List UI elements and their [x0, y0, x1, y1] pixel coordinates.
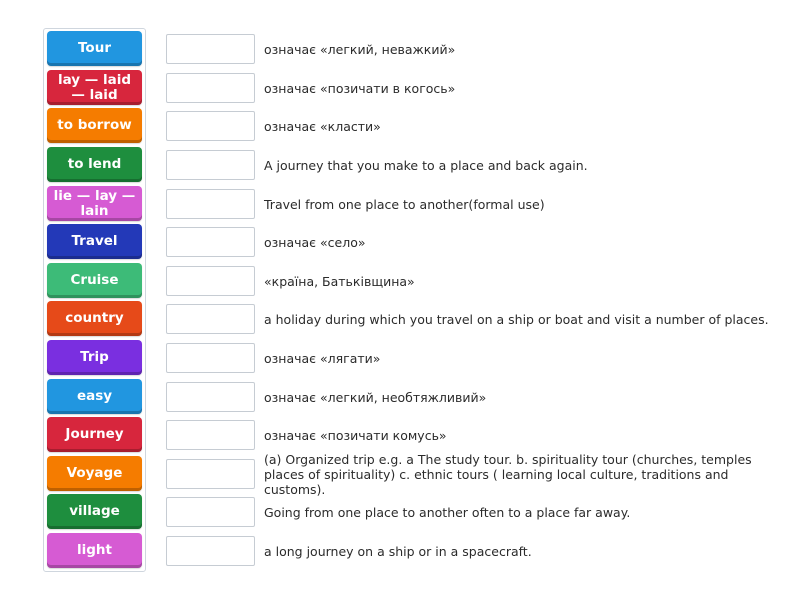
answer-drop-box[interactable] [166, 304, 255, 334]
definition-text: A journey that you make to a place and back again. [264, 157, 588, 173]
tile-label: Tour [78, 40, 111, 56]
word-tile-travel[interactable] [47, 224, 142, 259]
tile-label: village [69, 503, 120, 519]
word-tile-lie-lay-lain[interactable] [47, 186, 142, 221]
answer-drop-box[interactable] [166, 266, 255, 296]
tile-label: country [65, 310, 124, 326]
word-tile-light[interactable] [47, 533, 142, 568]
tile-label: lay — laid — laid [57, 71, 132, 103]
tile-label: lie — lay — lain [53, 187, 136, 219]
answer-drop-box[interactable] [166, 150, 255, 180]
word-tile-journey[interactable] [47, 417, 142, 452]
answer-drop-box[interactable] [166, 536, 255, 566]
word-tile-easy[interactable] [47, 379, 142, 414]
definition-text: означає «легкий, неважкий» [264, 41, 456, 57]
answer-drop-box[interactable] [166, 227, 255, 257]
word-tile-country[interactable] [47, 301, 142, 336]
tile-label: Journey [65, 426, 124, 442]
tile-label: light [77, 542, 112, 558]
word-tile-village[interactable] [47, 494, 142, 529]
word-tile-to-borrow[interactable] [47, 108, 142, 143]
answer-drop-box[interactable] [166, 497, 255, 527]
word-tile-voyage[interactable] [47, 456, 142, 491]
word-tile-tour[interactable] [47, 31, 142, 66]
word-tile-cruise[interactable] [47, 263, 142, 298]
definition-text: означає «лягати» [264, 350, 381, 366]
definition-text: Travel from one place to another(formal use) [264, 196, 545, 212]
answer-drop-box[interactable] [166, 189, 255, 219]
tile-label: easy [76, 388, 113, 404]
tile-label: to borrow [57, 117, 132, 133]
tile-label: Trip [80, 349, 109, 365]
answer-drop-box[interactable] [166, 420, 255, 450]
definition-text: означає «позичати комусь» [264, 427, 447, 443]
answer-drop-box[interactable] [166, 111, 255, 141]
answer-drop-box[interactable] [166, 343, 255, 373]
definition-text: означає «класти» [264, 118, 381, 134]
answer-drop-box[interactable] [166, 382, 255, 412]
answer-drop-box[interactable] [166, 73, 255, 103]
definition-text: означає «легкий, необтяжливий» [264, 389, 487, 405]
answer-drop-box[interactable] [166, 459, 255, 489]
word-tile-trip[interactable] [47, 340, 142, 375]
definition-text: «країна, Батьківщина» [264, 273, 415, 289]
definition-text: a long journey on a ship or in a spacecraft. [264, 543, 532, 559]
word-tile-to-lend[interactable] [47, 147, 142, 182]
definition-text: означає «позичати в когось» [264, 80, 456, 96]
definition-text: означає «село» [264, 234, 366, 250]
tile-label: Travel [71, 233, 118, 249]
tile-label: Voyage [66, 465, 123, 481]
definition-text: a holiday during which you travel on a ship or boat and visit a number of places. [264, 311, 769, 327]
tile-label: to lend [67, 156, 122, 172]
definition-text: (a) Organized trip e.g. a The study tour. b. spirituality tour (churches, temples places of spirituality) c. ethnic tours ( learning local culture, traditions and customs). [264, 451, 752, 497]
tile-label: Cruise [70, 272, 119, 288]
answer-drop-box[interactable] [166, 34, 255, 64]
definition-text: Going from one place to another often to a place far away. [264, 504, 631, 520]
word-tile-lay-laid-laid[interactable] [47, 70, 142, 105]
